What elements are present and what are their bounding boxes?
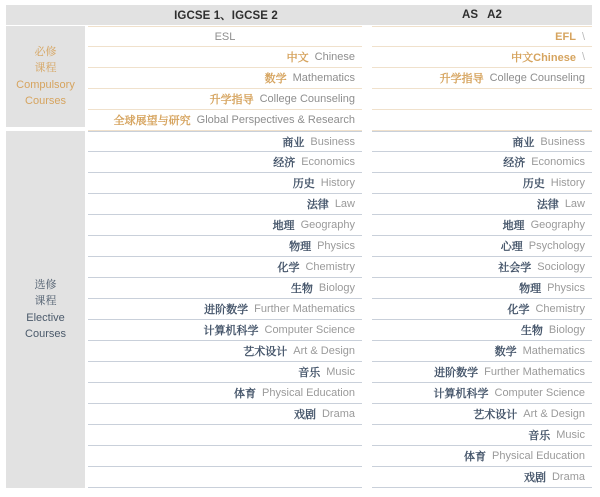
- course-name-en: Chemistry: [535, 303, 585, 315]
- course-name-cn: 历史: [292, 178, 315, 190]
- course-name-en: Physical Education: [262, 387, 355, 399]
- course-name-en: Art & Design: [293, 345, 355, 357]
- course-name-cn: 音乐: [528, 430, 551, 442]
- course-name-en: Computer Science: [494, 387, 585, 399]
- header-as-a2: [372, 5, 592, 25]
- course-name-en: History: [550, 177, 585, 189]
- course-placeholder-slash: \: [581, 51, 585, 63]
- course-name-cn: 化学: [277, 262, 300, 274]
- course-name-cn: 戏剧: [523, 472, 546, 484]
- course-row: [88, 383, 362, 404]
- course-row: [372, 320, 592, 341]
- course-name-cn: 体育: [234, 388, 257, 400]
- course-name-cn: 计算机科学: [433, 388, 489, 400]
- course-row: [372, 131, 592, 152]
- table-header-bar: [6, 5, 592, 25]
- course-name-cn: 经济: [273, 157, 296, 169]
- course-name-en: College Counseling: [259, 93, 355, 105]
- sidebar-label-compulsory: [6, 26, 85, 127]
- course-row: [372, 446, 592, 467]
- course-name-cn: 升学指导: [439, 73, 484, 85]
- course-name-en: Chinese: [314, 51, 355, 63]
- course-name-cn: 进阶数学: [434, 367, 479, 379]
- igcse-elective-list: [88, 131, 362, 488]
- igcse-compulsory-list: [88, 26, 362, 131]
- course-name-cn: 社会学: [498, 262, 532, 274]
- course-row: [372, 173, 592, 194]
- course-row: [88, 425, 362, 446]
- course-row: [88, 26, 362, 47]
- course-name-en: Physics: [317, 240, 355, 252]
- course-row: [372, 89, 592, 110]
- course-name-cn: 体育: [464, 451, 487, 463]
- course-name-cn: 中文Chinese: [511, 52, 576, 64]
- course-row: [372, 215, 592, 236]
- compulsory-cn-line2: 课程: [34, 62, 57, 74]
- course-name-en: Music: [326, 366, 355, 378]
- course-row: [88, 341, 362, 362]
- course-name-en: Business: [310, 135, 355, 148]
- course-row: [372, 152, 592, 173]
- course-row: [88, 236, 362, 257]
- course-row: [372, 110, 592, 131]
- course-name-en: College Counseling: [489, 72, 585, 84]
- header-igcse: [88, 5, 364, 25]
- course-name-en: Economics: [531, 156, 585, 168]
- course-name-en: Business: [540, 135, 585, 148]
- as-a2-elective-list: [372, 131, 592, 488]
- as-a2-compulsory-list: [372, 26, 592, 131]
- course-name-en: Sociology: [537, 261, 585, 273]
- elective-cn-line1: 选修: [34, 278, 57, 291]
- course-row: [372, 236, 592, 257]
- course-name-cn: 物理: [289, 241, 312, 253]
- course-name-en: Physics: [547, 282, 585, 294]
- course-name-en: Physical Education: [492, 450, 585, 462]
- course-name-cn: 戏剧: [293, 409, 316, 421]
- course-name-cn: 法律: [306, 199, 329, 211]
- compulsory-cn-line1: 必修: [34, 45, 57, 58]
- course-name-cn: 地理: [272, 220, 295, 232]
- course-row: [88, 278, 362, 299]
- course-name-cn: 进阶数学: [204, 304, 249, 316]
- course-row: [88, 173, 362, 194]
- course-row: [88, 152, 362, 173]
- course-row: [372, 404, 592, 425]
- course-name-cn: 计算机科学: [203, 325, 259, 337]
- course-name-en: Law: [564, 198, 585, 210]
- course-name-en: ESL: [214, 30, 236, 43]
- course-row: [372, 425, 592, 446]
- elective-en-line2: Courses: [25, 328, 66, 340]
- course-row: [88, 131, 362, 152]
- course-name-en: Psychology: [528, 240, 585, 252]
- course-row: [372, 467, 592, 488]
- course-row: [88, 47, 362, 68]
- course-name-en: Mathematics: [292, 72, 355, 84]
- course-name-cn: 物理: [519, 283, 542, 295]
- course-name-en: Law: [334, 198, 355, 210]
- course-row: [88, 110, 362, 131]
- course-name-en: Drama: [321, 408, 355, 420]
- compulsory-en-line2: Courses: [25, 95, 66, 107]
- course-name-en: Global Perspectives & Research: [196, 114, 355, 126]
- course-name-cn: 心理: [500, 241, 523, 253]
- course-name-en: Geography: [530, 219, 585, 231]
- course-name-en: History: [320, 177, 355, 189]
- course-name-cn: 经济: [503, 157, 526, 169]
- course-row: [372, 194, 592, 215]
- course-name-en: Further Mathematics: [254, 303, 355, 315]
- course-name-en: Music: [556, 429, 585, 441]
- course-name-cn: 商业: [512, 136, 535, 149]
- course-name-cn: 中文: [286, 52, 309, 64]
- course-name-en: Mathematics: [522, 345, 585, 357]
- course-row: [372, 278, 592, 299]
- course-name-cn: EFL: [555, 30, 576, 43]
- course-name-en: Biology: [548, 324, 585, 336]
- course-row: [88, 299, 362, 320]
- course-name-en: Biology: [318, 282, 355, 294]
- elective-cn-line2: 课程: [34, 295, 57, 307]
- course-name-en: Further Mathematics: [484, 366, 585, 378]
- course-row: [88, 446, 362, 467]
- sidebar-label-elective: [6, 131, 85, 488]
- course-row: [88, 68, 362, 89]
- course-row: [88, 362, 362, 383]
- course-name-cn: 艺术设计: [473, 409, 518, 421]
- course-name-cn: 全球展望与研究: [113, 115, 191, 127]
- course-name-cn: 化学: [507, 304, 530, 316]
- course-row: [88, 215, 362, 236]
- course-name-en: Drama: [551, 471, 585, 483]
- elective-en-line1: Elective: [26, 311, 65, 324]
- course-name-en: Art & Design: [523, 408, 585, 420]
- course-name-cn: 升学指导: [209, 94, 254, 106]
- course-row: [88, 320, 362, 341]
- course-row: [88, 467, 362, 488]
- course-row: [88, 89, 362, 110]
- header-as-label: AS: [461, 9, 479, 21]
- course-row: [372, 383, 592, 404]
- course-row: [88, 404, 362, 425]
- course-row: [372, 47, 592, 68]
- course-name-en: Computer Science: [264, 324, 355, 336]
- course-row: [372, 362, 592, 383]
- course-placeholder-slash: \: [581, 30, 585, 43]
- course-name-en: Chemistry: [305, 261, 355, 273]
- course-name-en: Geography: [300, 219, 355, 231]
- course-row: [372, 299, 592, 320]
- course-name-cn: 生物: [290, 283, 313, 295]
- course-name-cn: 地理: [502, 220, 525, 232]
- course-name-cn: 商业: [282, 136, 305, 149]
- course-name-cn: 音乐: [298, 367, 321, 379]
- course-name-cn: 数学: [264, 73, 287, 85]
- course-row: [372, 341, 592, 362]
- course-name-cn: 艺术设计: [243, 346, 288, 358]
- course-name-cn: 法律: [536, 199, 559, 211]
- course-row: [88, 257, 362, 278]
- course-name-cn: 数学: [494, 346, 517, 358]
- compulsory-en-line1: Compulsory: [16, 78, 75, 91]
- course-row: [372, 68, 592, 89]
- course-row: [372, 26, 592, 47]
- course-name-cn: 历史: [522, 178, 545, 190]
- course-name-en: Economics: [301, 156, 355, 168]
- course-row: [88, 194, 362, 215]
- header-a2-label: A2: [487, 9, 503, 21]
- course-name-cn: 生物: [520, 325, 543, 337]
- header-igcse-label: IGCSE 1、IGCSE 2: [174, 10, 278, 22]
- course-row: [372, 257, 592, 278]
